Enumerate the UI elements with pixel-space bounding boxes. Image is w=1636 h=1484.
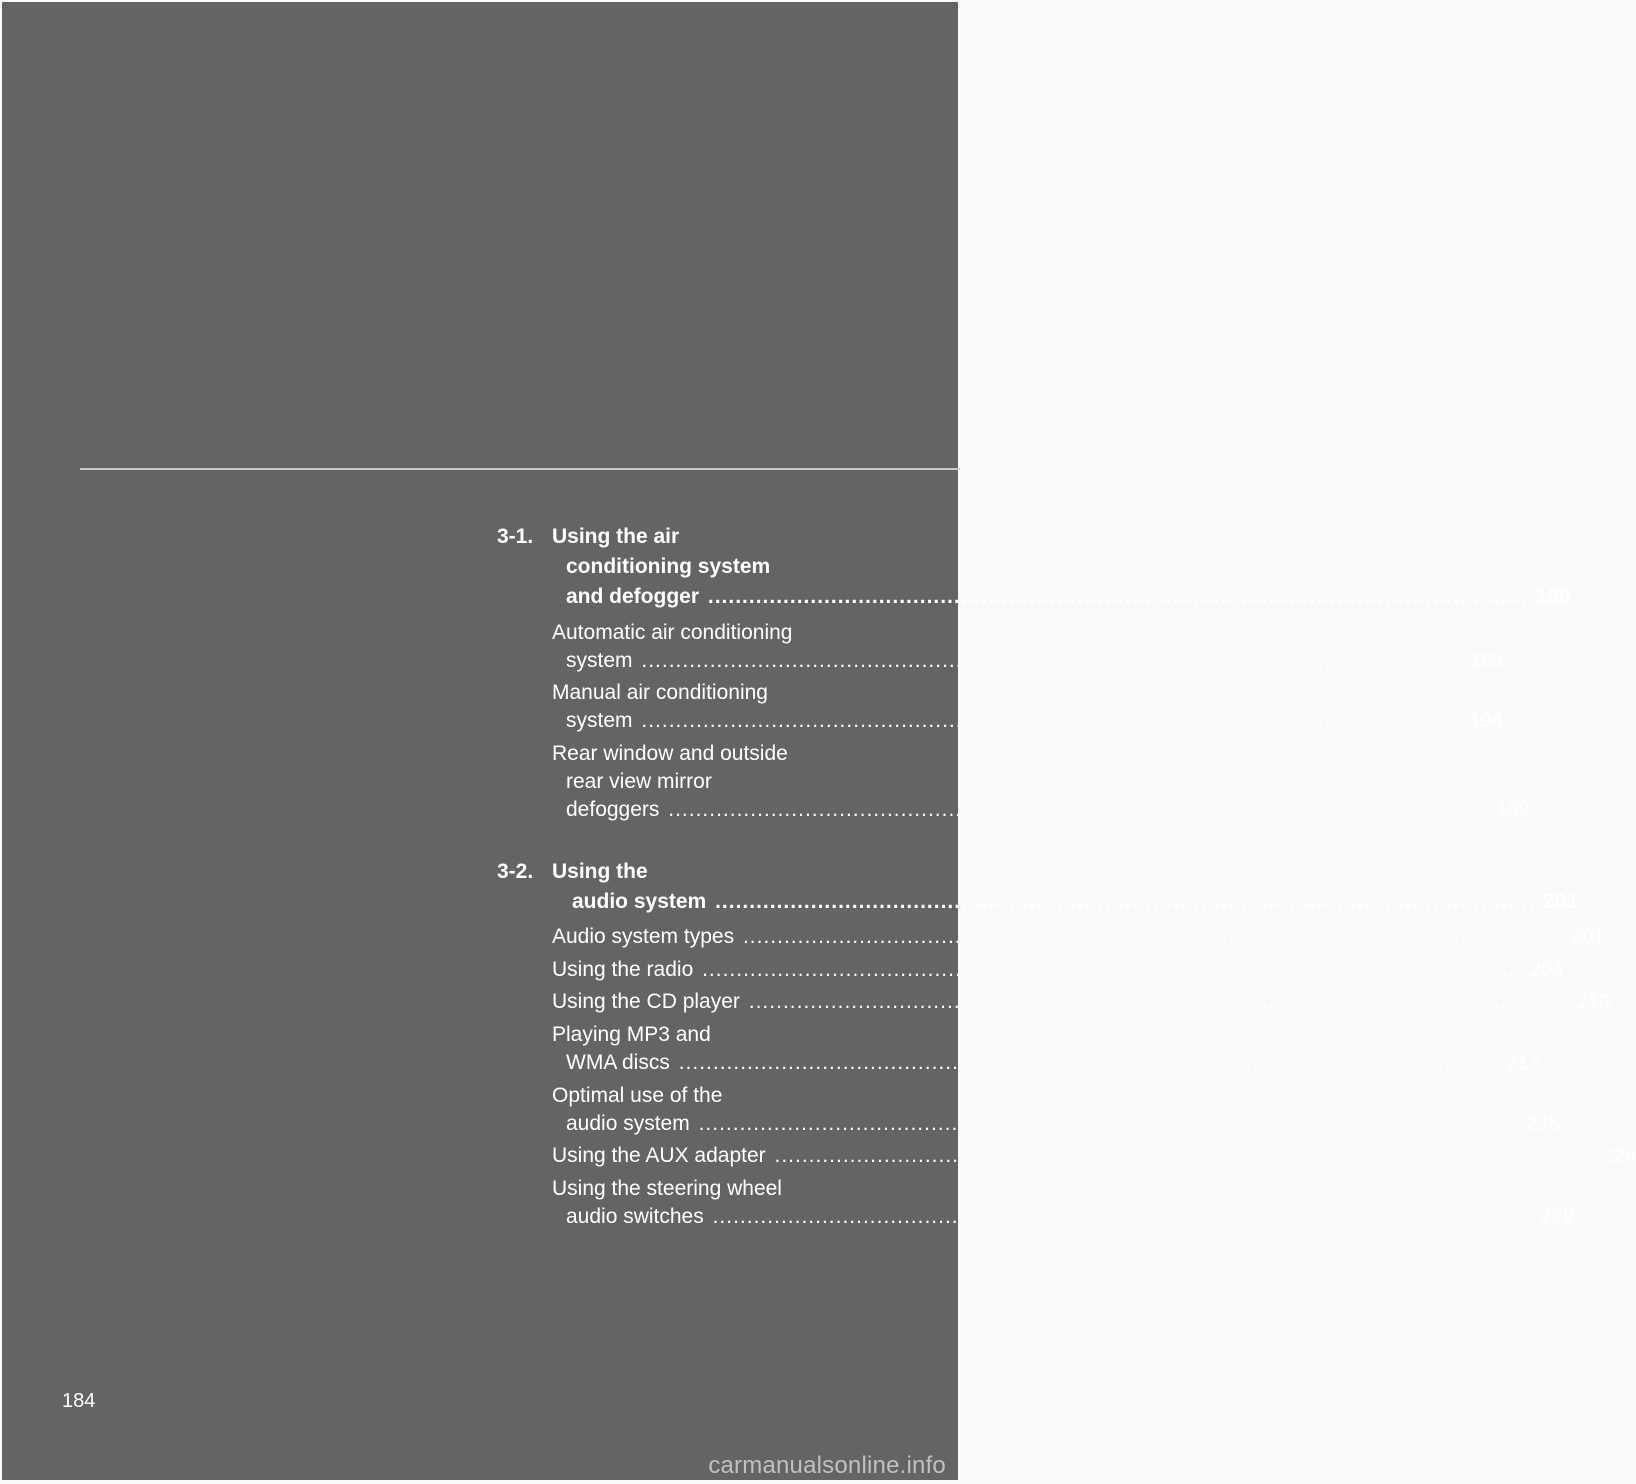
toc-entry[interactable] [552, 923, 1605, 951]
entry-leader [552, 707, 1503, 735]
toc-entry[interactable] [552, 740, 1530, 824]
watermark: carmanualsonline.info [708, 1452, 946, 1479]
dot-leader [641, 709, 1461, 732]
toc-entry[interactable] [552, 1142, 1636, 1170]
dot-leader [702, 958, 1522, 981]
toc-entry[interactable] [552, 1082, 1560, 1138]
entry-title-line: WMA discs [566, 1051, 670, 1074]
entry-title-line: Manual air conditioning [552, 681, 768, 704]
entry-leader [552, 1203, 1574, 1231]
section-number: 3-1. [497, 525, 534, 548]
section-title-line: Using the [552, 860, 648, 883]
section-number: 3-2. [497, 860, 534, 883]
entry-page-number: 201 [1570, 926, 1605, 948]
dot-leader [715, 890, 1535, 913]
section-title-line: and defogger [566, 585, 700, 608]
entry-page-number: 225 [1526, 1113, 1560, 1135]
section-title-leader [497, 582, 1571, 612]
section-title-line: conditioning system [566, 555, 771, 578]
dot-leader [641, 649, 1461, 672]
entry-title-line: audio system [566, 1112, 690, 1135]
entry-page-number: 217 [1506, 1052, 1541, 1074]
entry-title-line: Rear window and outside [552, 742, 788, 765]
entry-title-line: rear view mirror [566, 770, 712, 793]
page-number: 184 [62, 1390, 96, 1412]
entry-page-number: 228 [1602, 1145, 1636, 1167]
entry-leader [552, 1049, 1541, 1077]
entry-page-number: 204 [1530, 959, 1564, 981]
entry-leader [552, 647, 1503, 675]
entry-title-line: system [566, 709, 633, 732]
entry-page-number: 186 [1469, 650, 1503, 672]
dot-leader [679, 1051, 1499, 1074]
toc-entry[interactable] [552, 679, 1503, 735]
entry-leader [552, 796, 1530, 824]
toc-entry[interactable] [552, 956, 1564, 984]
entry-page-number: 229 [1540, 1206, 1574, 1228]
section-page-number: 201 [1543, 890, 1579, 913]
toc-entry[interactable] [552, 988, 1611, 1016]
entry-title-line: Using the steering wheel [552, 1177, 782, 1200]
section-title-line: Using the air [552, 525, 680, 548]
entry-title-line: Playing MP3 and [552, 1023, 711, 1046]
entry-title-line: audio switches [566, 1205, 704, 1228]
toc-section-3-1[interactable] [497, 522, 1571, 612]
section-page-number: 186 [1535, 585, 1571, 608]
dot-leader [749, 990, 1569, 1013]
entry-title-line: Optimal use of the [552, 1084, 723, 1107]
dot-leader [713, 1205, 1533, 1228]
toc-entry[interactable] [552, 1175, 1574, 1231]
entry-page-number: 210 [1576, 991, 1611, 1013]
entry-leader [552, 988, 1611, 1016]
toc-entry[interactable] [552, 1021, 1541, 1077]
dot-leader [699, 1112, 1519, 1135]
dot-leader [743, 925, 1563, 948]
entry-title-line: Using the radio [552, 958, 694, 981]
section-divider [80, 468, 960, 470]
dot-leader [668, 798, 1488, 821]
toc-entry[interactable] [552, 619, 1503, 675]
section-title-leader [497, 887, 1579, 917]
entry-title-line: system [566, 649, 633, 672]
entry-title-line: Automatic air conditioning [552, 621, 793, 644]
entry-title-line: Using the AUX adapter [552, 1144, 766, 1167]
entry-title-line: Using the CD player [552, 990, 740, 1013]
entry-leader [552, 923, 1605, 951]
section-title-line: audio system [572, 890, 707, 913]
dot-leader [708, 585, 1528, 608]
entry-title-line: Audio system types [552, 925, 735, 948]
entry-leader [552, 1110, 1560, 1138]
entry-page-number: 199 [1496, 799, 1530, 821]
toc-section-3-2[interactable] [497, 857, 1579, 917]
entry-leader [552, 1142, 1636, 1170]
entry-page-number: 194 [1469, 710, 1503, 732]
entry-title-line: defoggers [566, 798, 660, 821]
dot-leader [774, 1144, 1594, 1167]
entry-leader [552, 956, 1564, 984]
